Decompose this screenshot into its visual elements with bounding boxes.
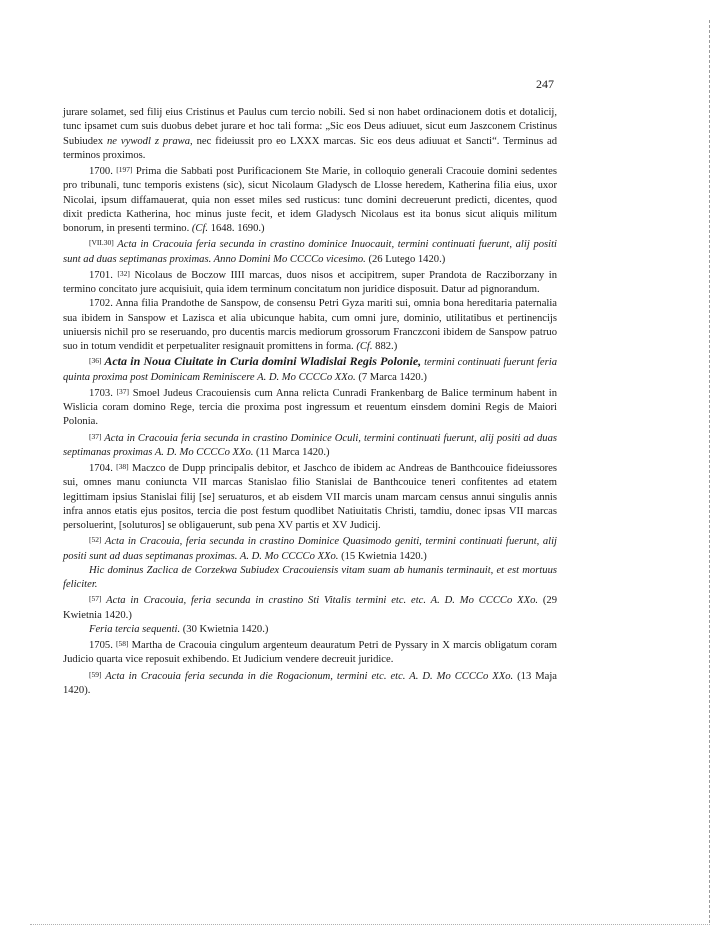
marginal-ref: [37]	[89, 431, 102, 441]
text-segment: (29 Kwietnia 1420.)	[63, 595, 557, 621]
text-segment: 1648. 1690.)	[208, 223, 265, 234]
body-text	[63, 106, 557, 698]
text-segment: Martha de Cracouia cingulum argenteum deauratum Petri de Pyssary in X marcis obligatum coram Judicio quarta vice reposuit exhibendo. Et Judicium vendere decreuit juridice.	[63, 640, 558, 666]
text-segment: jurare solamet, sed filij eius Cristinus et Paulus cum tercio nobili. Sed si non habet ordinacionem dotis et dotalicij, tunc ipsamet cum suis duobus debet jurare et hoc tali forma: „Sic eos Deus adiuuet, sicut eum Jaszconem Cristinus Subiudex	[63, 107, 557, 147]
text-segment: (26 Lutego 1420.)	[365, 253, 446, 265]
paragraph-p3	[63, 236, 557, 267]
text-segment: Acta in Cracouia feria secunda in crastino dominice Inuocauit, termini continuati fuerunt, alij positi sunt ad duas septimanas proximas. Anno Domini Mo CCCCo vicesimo.	[63, 239, 557, 265]
paragraph-p12	[63, 592, 557, 623]
text-segment: Nicolaus de Boczow IIII marcas, duos nisos et accipitrem, super Prandota de Racziborzany in termino concitato jure acquisiuit, quia idem terminum concitatum non juridice disposuit. Datur ad pignorandum.	[63, 269, 558, 295]
text-segment: (13 Maja 1420).	[63, 670, 558, 696]
page-number: 247	[536, 77, 554, 91]
text-segment: Acta in Cracouia, feria secunda in crastino Dominice Quasimodo geniti, termini continuati fuerunt, alij positi sunt ad duas septimanas proximas. A. D. Mo CCCCo XXo.	[63, 536, 557, 562]
marginal-ref: [57]	[89, 594, 102, 604]
text-segment: (11 Marca 1420.)	[253, 446, 330, 458]
text-segment: Smoel Judeus Cracouiensis cum Anna relicta Cunradi Frankenbarg de Balice terminum habent in Wislicia coram domino Rege, tercia die proxima post ingressum et reuentum einsdem domini Regis de Maiori Polonia.	[63, 387, 558, 428]
text-segment: Acta in Noua Ciuitate in Curia domini Wladislai Regis Polonie,	[101, 354, 422, 369]
text-segment: Acta in Cracouia, feria secunda in crastino Sti Vitalis termini etc. etc. A. D. Mo CCCCo XXo.	[101, 595, 539, 607]
paragraph-p10	[63, 533, 557, 564]
text-segment: Acta in Cracouia feria secunda in crastino Dominice Oculi, termini continuati fuerunt, alij positi ad duas septimanas proximas A. D. Mo CCCCo XXo.	[63, 432, 557, 458]
paragraph-p13	[63, 623, 557, 637]
paragraph-p1	[63, 106, 557, 163]
text-segment: Feria tercia sequenti.	[89, 623, 181, 635]
paragraph-p9	[63, 460, 557, 533]
text-segment: (Cf.	[191, 223, 209, 234]
marginal-ref: [36]	[89, 356, 102, 366]
text-segment: 1703.	[89, 387, 117, 399]
text-segment: 1705.	[89, 640, 116, 651]
text-segment: (7 Marca 1420.)	[355, 371, 427, 383]
text-segment: 1702. Anna filia Prandothe de Sanspow, de consensu Petri Gyza mariti sui, omnia bona hereditaria paternalia sua ibidem in Sanspow et Lazisca et alia ubicunque habita, cum omni jure, dominio, utilitatibus et pertinencijs uniuersis nichil pro se reseruando, pro ducentis marcis mediorum grossorum Franczconi ibidem de Sanspow patruo suo in totum vendidit et perpetualiter resignauit promittens in forma.	[63, 298, 557, 352]
text-segment: Prima die Sabbati post Purificacionem Ste Marie, in colloquio generali Cracouie domini sedentes pro tribunali, tunc temporis existens (sic), sicut Nicolaum Gladysch de Llosse heredem, Katherina filia eius, uxor Nicolai, ipsum diffamauerat, quia non esset miles sed rusticus: tunc domini decreuerunt predicti, dicentes, quod dixit predicta Katherina, hoc minus juste fecit, et idem Gladysch Nicolaus est ita bonus sicut aliquis militum bonorum, in presenti termino.	[63, 166, 557, 234]
text-segment: 1701.	[89, 269, 118, 281]
paragraph-p6	[63, 354, 557, 385]
paragraph-p11	[63, 564, 557, 593]
marginal-ref: [52]	[89, 535, 102, 545]
page-edge-bottom	[30, 924, 710, 925]
text-segment: 1704.	[89, 463, 117, 474]
marginal-ref: [32]	[117, 268, 130, 278]
paragraph-p2	[63, 163, 557, 236]
paragraph-p15	[63, 668, 557, 699]
marginal-ref: [58]	[115, 639, 129, 648]
marginal-ref: [37]	[116, 386, 130, 396]
paragraph-p4	[63, 267, 557, 298]
text-segment: (15 Kwietnia 1420.)	[338, 550, 427, 562]
paragraph-p14	[63, 637, 557, 668]
text-segment: Maczco de Dupp principalis debitor, et Jaschco de ibidem ac Andreas de Banthcouice fideiussores sui, omnes manu coniuncta VII marcas Stanislao filio Stanislai de Banthcouice teneri confitentes ad etatem legittimam ipsius Stanislai filij [se] seruaturos, et ab eisdem VII marcis unam marcam census annui singulis annis infra annos etatis ejus positos, tercia die post festum quodlibet Natiuitatis Christi, tamdiu, donec ipsas VII marcas persoluerint, [soluturos] se obligauerunt, sub pena XV partis et XV Judicij.	[63, 463, 557, 531]
paragraph-p8	[63, 430, 557, 461]
marginal-ref: [VII.30]	[89, 238, 114, 248]
paragraph-p7	[63, 385, 557, 430]
text-segment: , nec fideiussit pro eo LXXX marcas. Sic eos deus adiuuat et Sancti“. Terminus ad terminos proximos.	[63, 135, 558, 161]
text-segment: Hic dominus Zaclica de Corzekwa Subiudex Cracouiensis vitam suam ab humanis terminauit, et est mortuus feliciter.	[63, 564, 557, 590]
marginal-ref: [59]	[89, 669, 102, 679]
paragraph-p5	[63, 297, 557, 354]
page-edge-right	[709, 20, 710, 923]
marginal-ref: [38]	[116, 462, 129, 471]
text-segment: Acta in Cracouia feria secunda in die Rogacionum, termini etc. etc. A. D. Mo CCCCo XXo.	[101, 670, 514, 682]
text-segment: 1700.	[89, 166, 117, 177]
text-segment: (Cf.	[356, 341, 373, 352]
text-segment: 882.)	[372, 341, 398, 352]
text-segment: ne vywodl z prawa	[106, 135, 191, 147]
marginal-ref: [197]	[116, 165, 133, 174]
text-segment: (30 Kwietnia 1420.)	[180, 623, 269, 635]
text-segment: termini continuati fuerunt feria quinta proxima post Dominicam Reminiscere A. D. Mo CCCCo XXo.	[63, 357, 558, 383]
